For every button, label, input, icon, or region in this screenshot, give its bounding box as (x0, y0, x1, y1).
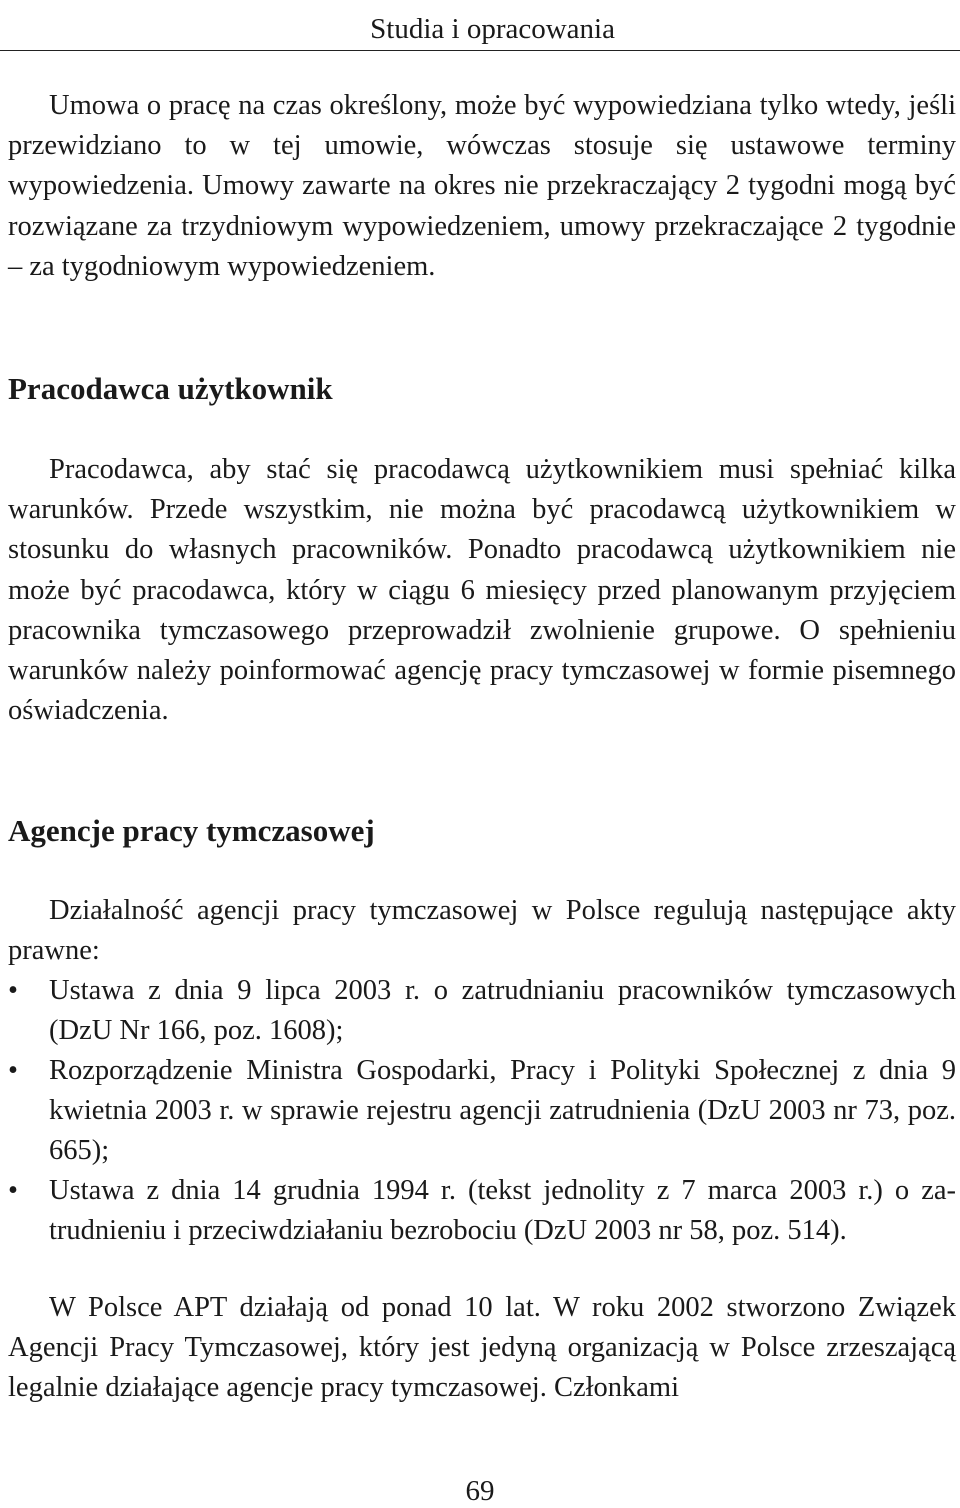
heading-user-employer: Pracodawca użytkownik (8, 371, 333, 406)
list-item-text: Ustawa z dnia 14 grudnia 1994 r. (tekst jednolity z 7 marca 2003 r.) o zatrudnieniu i przeciwdziałaniu bezrobociu (DzU 2003 nr 58, poz. 514). (49, 1175, 956, 1246)
running-header (0, 0, 960, 50)
list-item-text: Ustawa z dnia 9 lipca 2003 r. o zatrudnianiu pracowników tymczasowych (DzU Nr 166, poz. 1608); (49, 975, 956, 1046)
paragraph-closing: W Polsce APT działają od ponad 10 lat. W roku 2002 stworzono Związek Agencji Pracy Tymczasowej, który jest jedyną organizacją w Polsce zrzeszającą legalnie działające agencje pracy tymczasowej. Członkami (8, 1292, 956, 1404)
list-item (8, 971, 956, 1051)
intro-paragraph: Umowa o pracę na czas określony, może być wypowiedziana tylko wtedy, jeśli przewidziano to w tej umowie, wówczas stosuje się ustawowe terminy wypowiedzenia. Umowy zawarte na okres nie przekraczający 2 tygodni mogą być rozwiązane za trzydniowym wypowiedzeniem, umowy przekraczające 2 tygodnie – za tygodniowym wypowiedzeniem. (8, 90, 956, 282)
list-item-text: Rozporządzenie Ministra Gospodarki, Pracy i Polityki Społecznej z dnia 9 kwietnia 2003 r. w sprawie rejestru agencji zatrudnienia (DzU 2003 nr 73, poz. 665); (49, 1055, 956, 1166)
heading-agencies: Agencje pracy tymczasowej (8, 813, 375, 848)
bullet-marker: • (8, 975, 18, 1006)
running-header-title: Studia i opracowania (370, 13, 615, 45)
paragraph-agencies-lead: Działalność agencji pracy tymczasowej w Polsce regulują następujące akty prawne: (8, 895, 956, 967)
bullet-marker: • (8, 1055, 18, 1086)
list-item (8, 1051, 956, 1171)
page-number: 69 (465, 1475, 495, 1507)
bullet-marker: • (8, 1175, 18, 1206)
legal-acts-list (8, 971, 956, 1251)
paragraph-user-employer: Pracodawca, aby stać się pracodawcą użytkownikiem musi spełniać kilka warunków. Przede wszystkim, nie można być pracodawcą użytkownikiem w stosunku do własnych pracowników. Ponadto pracodawcą użytkownikiem nie może być pracodawca, który w ciągu 6 miesięcy przed planowanym przyjęciem pracownika tymczasowego przeprowadził zwolnienie grupowe. O spełnieniu warunków należy poinformować agencję pracy tymczasowej w formie pisemnego oświadczenia. (8, 454, 956, 727)
list-item (8, 1171, 956, 1251)
header-rule (0, 50, 960, 51)
